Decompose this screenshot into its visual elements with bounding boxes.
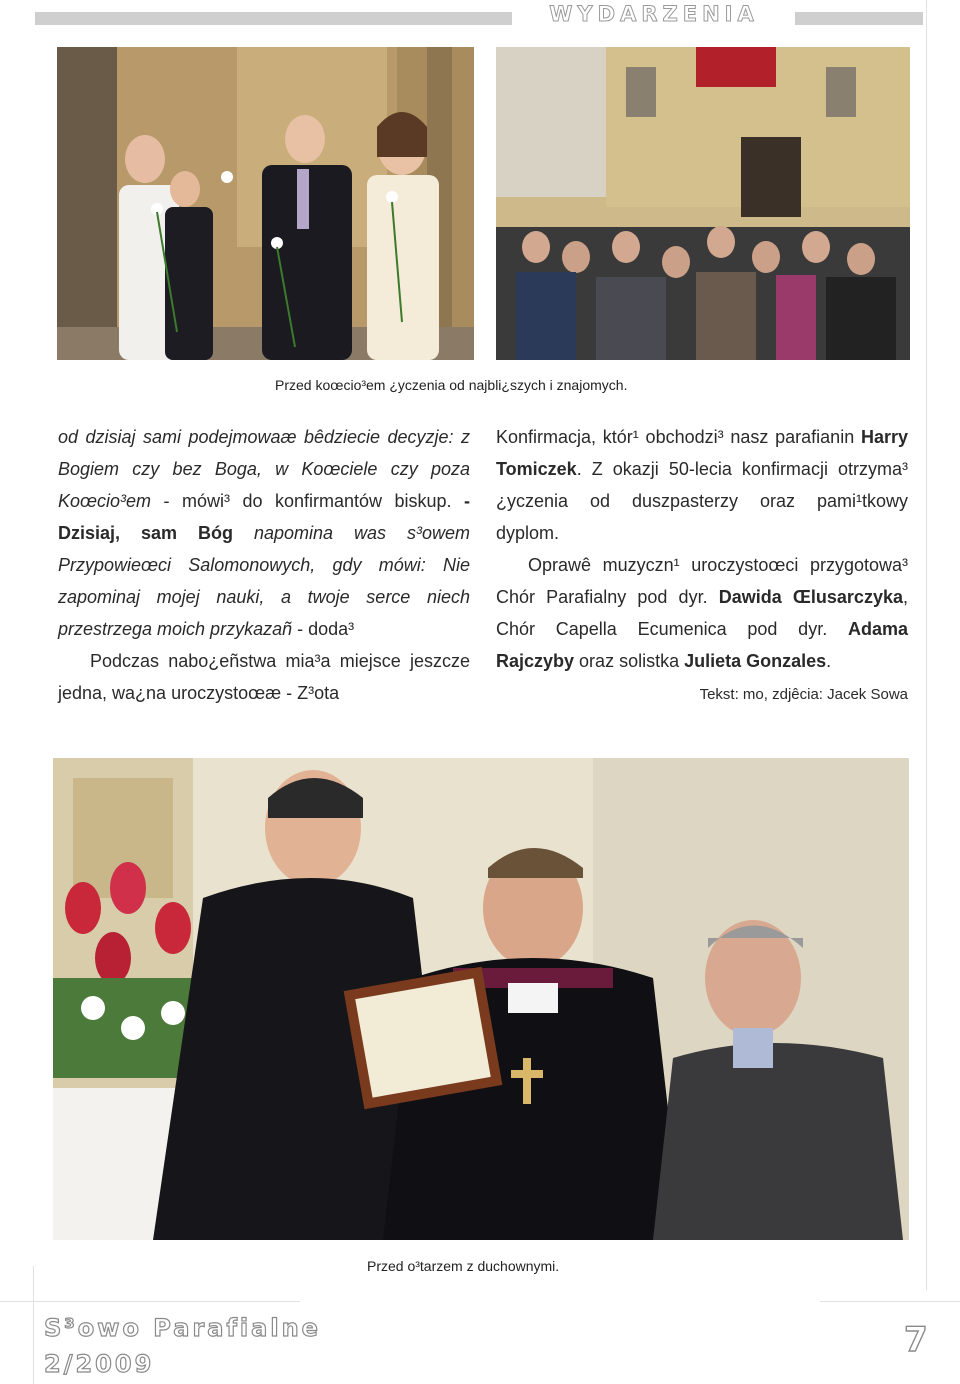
article-left-column [58, 421, 470, 709]
article-right-column [496, 421, 908, 711]
text-run: Oprawê muzyczn¹ uroczystoœci przygotowa³ Chór Parafialny pod dyr. [496, 555, 908, 607]
caption-bottom: Przed o³tarzem z duchownymi. [367, 1258, 560, 1274]
publication-title: S³owo Parafialne [44, 1314, 321, 1342]
photo-credit: Tekst: mo, zdjêcia: Jacek Sowa [699, 686, 908, 703]
page-number: 7 [904, 1320, 928, 1360]
person-name: Adama Rajczyby [496, 619, 908, 671]
quote-bold: - Dzisiaj, sam Bóg [58, 491, 470, 543]
article-paragraph-4 [496, 549, 908, 677]
text-run: , Chór Capella Ecumenica pod dyr. [496, 587, 908, 639]
person-name: Dawida Œlusarczyka [718, 587, 903, 607]
footer-divider-right [820, 1301, 960, 1302]
article-paragraph [58, 421, 470, 645]
photo-confirmands [57, 47, 474, 360]
caption-top: Przed koœcio³em ¿yczenia od najbli¿szych i znajomych. [275, 377, 628, 393]
person-name: Julieta Gonzales [684, 651, 827, 671]
article-paragraph-3 [496, 421, 908, 549]
issue-number: 2/2009 [44, 1350, 155, 1378]
quote-end: - doda³ [292, 619, 355, 639]
text-run: Konfirmacja, któr¹ obchodzi³ nasz parafianin [496, 427, 861, 447]
footer-divider-left [0, 1301, 300, 1302]
photo-altar [53, 758, 909, 1240]
quote-italic-2: napomina was s³owem Przypowieœci Salomonowych, gdy mówi: Nie zapominaj mojej nauki, a twoje serce niech przestrzega moich przykazañ [58, 523, 470, 639]
page-margin-line [926, 0, 927, 1290]
text-run: oraz solistka [574, 651, 685, 671]
footer-margin-line [33, 1266, 34, 1384]
quote-italic: od dzisiaj sami podejmowaæ bêdziecie decyzje: z Bogiem czy bez Boga, w Koœciele czy poza Koœcio³em [58, 427, 470, 511]
photo-crowd [496, 47, 910, 360]
article-paragraph-2: Podczas nabo¿eñstwa mia³a miejsce jeszcze jedna, wa¿na uroczystoœæ - Z³ota [58, 651, 470, 703]
text-run: . Z okazji 50-lecia konfirmacji otrzyma³ ¿yczenia od duszpasterzy oraz pami¹tkowy dyplom. [496, 459, 908, 543]
person-name: Harry Tomiczek [496, 427, 908, 479]
header-bar-right [795, 12, 923, 25]
header-bar-left [35, 12, 512, 25]
section-label: WYDARZENIA [549, 2, 759, 26]
quote-attribution: - mówi³ do konfirmantów biskup. [151, 491, 464, 511]
text-run: . [826, 651, 832, 671]
